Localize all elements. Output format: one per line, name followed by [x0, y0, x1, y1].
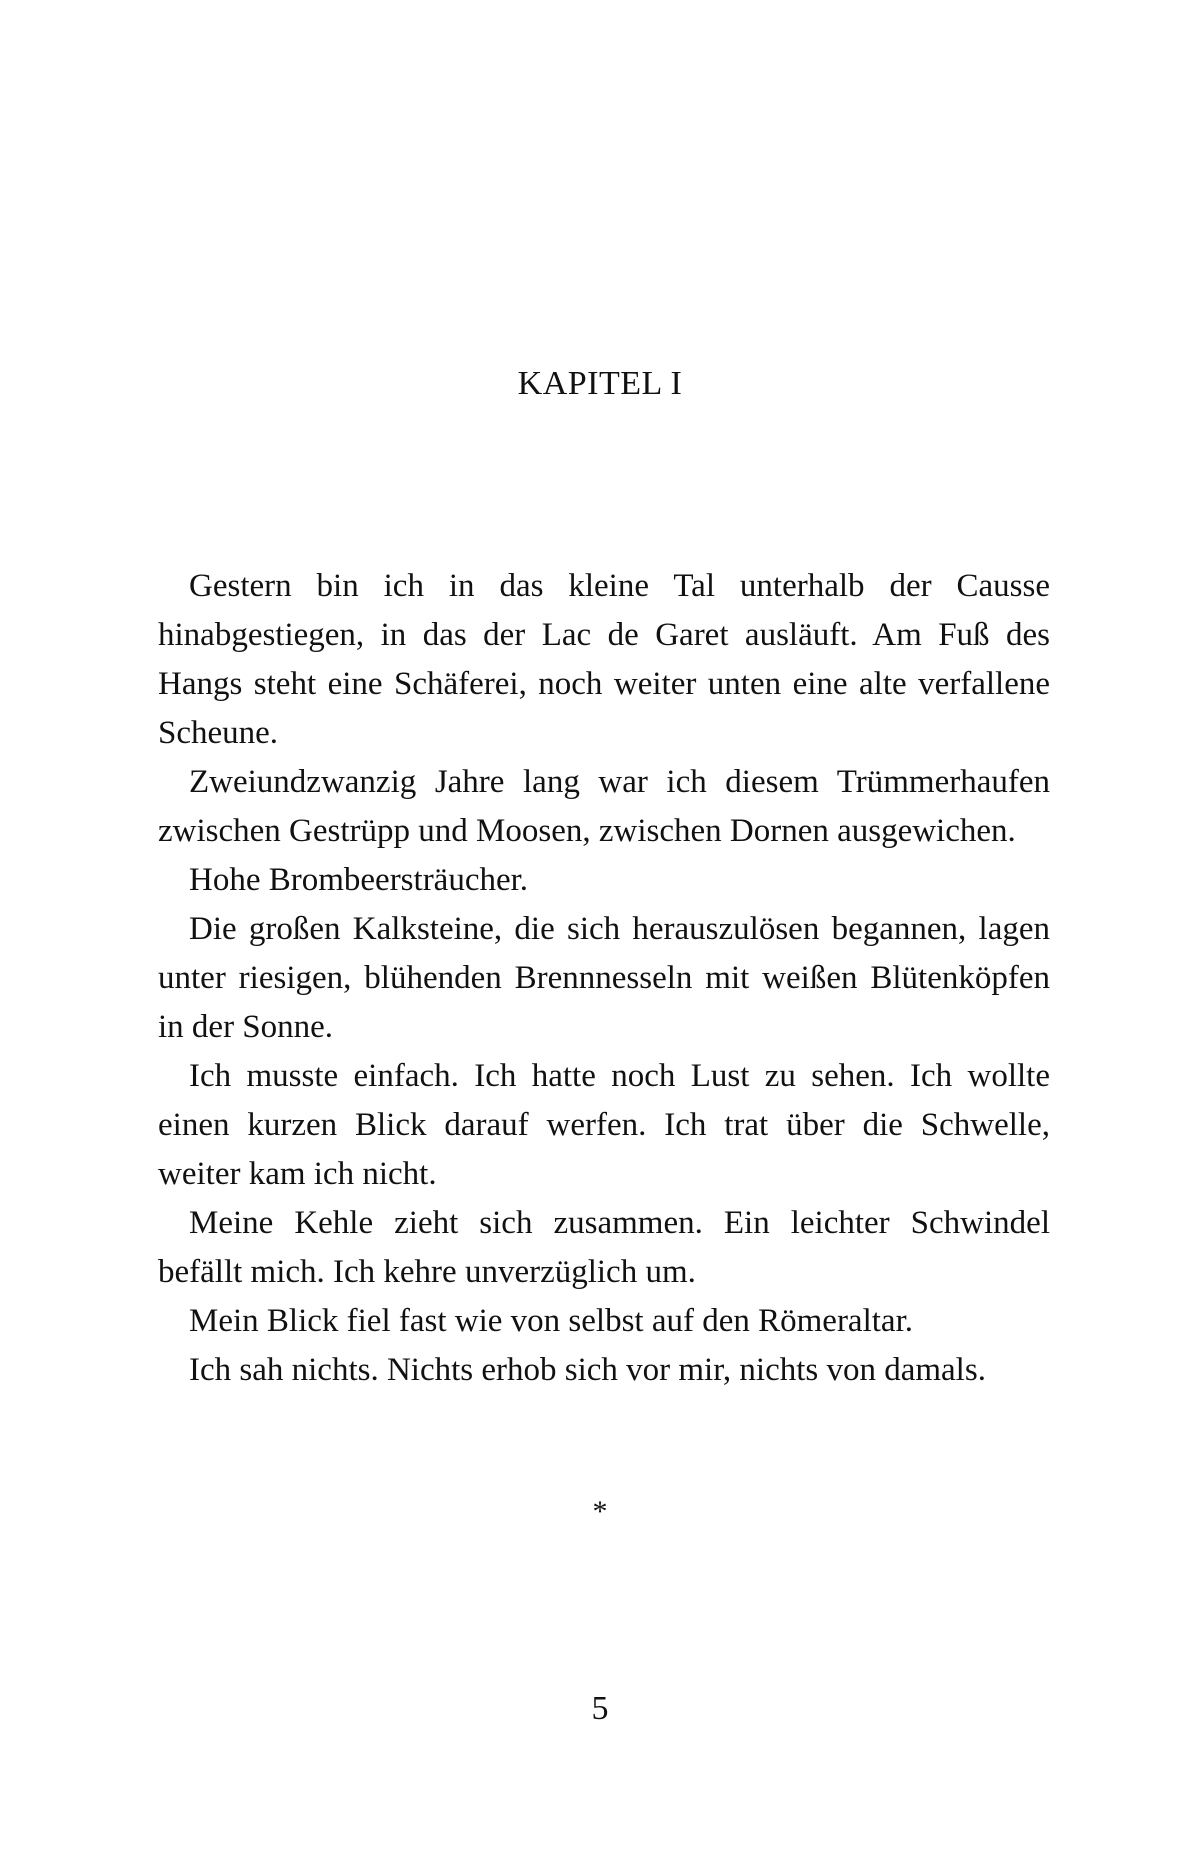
- paragraph: Ich sah nichts. Nichts erhob sich vor mir, nichts von damals.: [189, 1352, 986, 1388]
- paragraph: Zweiundzwanzig Jahre lang war ich diesem Trümmerhaufen zwischen Gestrüpp und Moosen, zwischen Dornen ausgewichen.: [158, 764, 1050, 849]
- paragraph: Mein Blick fiel fast wie von selbst auf den Römeraltar.: [189, 1303, 913, 1339]
- paragraph: Die großen Kalksteine, die sich herauszulösen begannen, lagen unter riesigen, blühenden Brennnesseln mit weißen Blütenköpfen in der Sonne.: [158, 911, 1050, 1045]
- section-separator: *: [592, 1495, 608, 1528]
- paragraph: Ich musste einfach. Ich hatte noch Lust zu sehen. Ich wollte einen kurzen Blick darauf werfen. Ich trat über die Schwelle, weiter kam ich nicht.: [158, 1058, 1050, 1192]
- chapter-title: KAPITEL I: [517, 365, 683, 402]
- paragraph: Hohe Brombeersträucher.: [189, 862, 529, 898]
- paragraph: Meine Kehle zieht sich zusammen. Ein leichter Schwindel befällt mich. Ich kehre unverzüglich um.: [158, 1205, 1050, 1290]
- paragraph: Gestern bin ich in das kleine Tal unterhalb der Causse hinabgestiegen, in das der Lac de Garet ausläuft. Am Fuß des Hangs steht eine Schäferei, noch weiter unten eine alte verfallene Scheune.: [158, 568, 1050, 751]
- page-number: 5: [591, 1690, 609, 1727]
- chapter-body: [158, 562, 1050, 1395]
